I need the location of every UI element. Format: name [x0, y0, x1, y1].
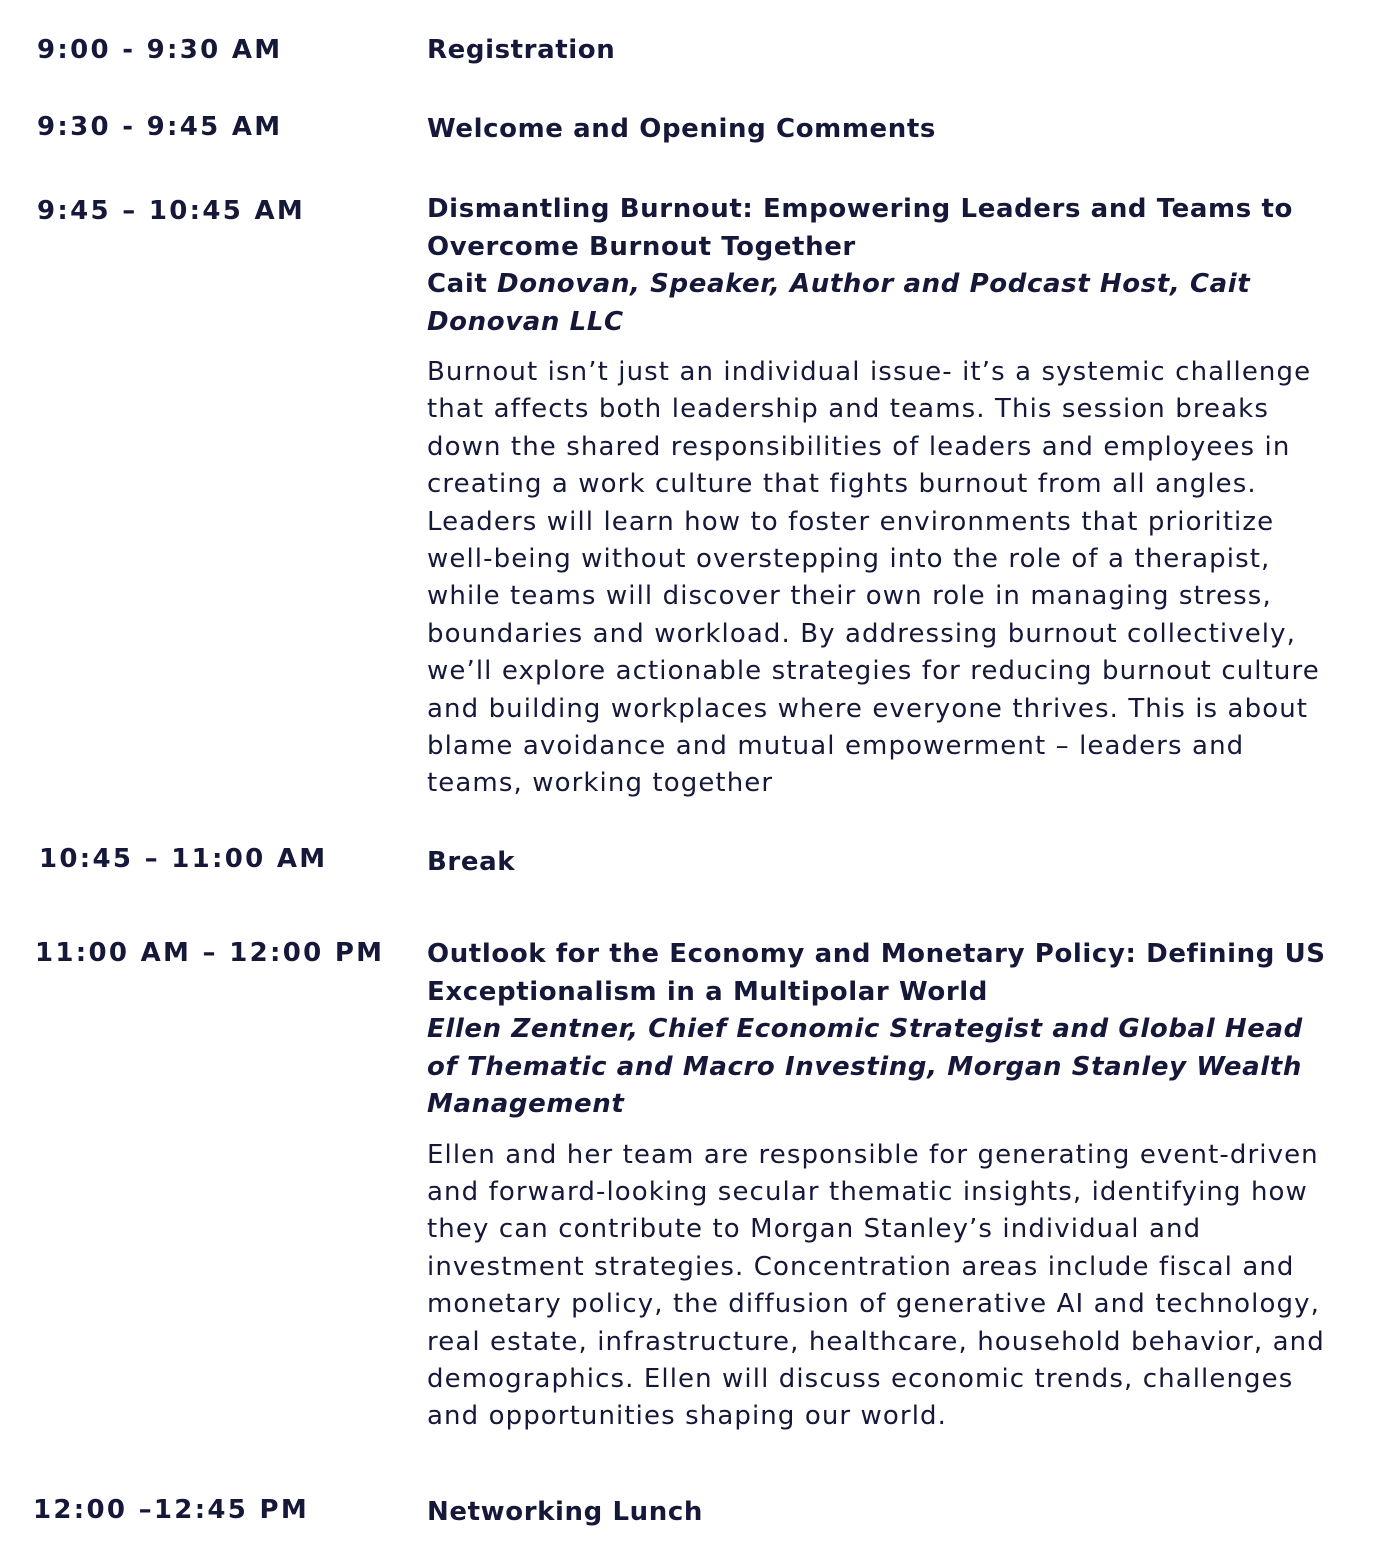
- agenda-item: [427, 936, 1342, 1436]
- speaker-first-name: Cait: [427, 269, 498, 299]
- session-title: Welcome and Opening Comments: [427, 114, 936, 144]
- agenda-item: [427, 111, 1342, 149]
- speaker-details: Donovan, Speaker, Author and Podcast Host, Cait Donovan LLC: [427, 269, 1251, 337]
- agenda-time: 12:00 –12:45 PM: [33, 1495, 310, 1525]
- session-title: Outlook for the Economy and Monetary Policy: Defining US Exceptionalism in a Multipolar World: [427, 939, 1326, 1007]
- session-speaker: Ellen Zentner, Chief Economic Strategist and Global Head of Thematic and Macro Investing, Morgan Stanley Wealth Management: [427, 1014, 1303, 1119]
- agenda-time: 9:30 - 9:45 AM: [37, 112, 283, 142]
- session-title: Networking Lunch: [427, 1497, 704, 1527]
- agenda-time: 9:45 – 10:45 AM: [37, 196, 306, 226]
- agenda-item: [427, 191, 1342, 803]
- session-description: Burnout isn’t just an individual issue- it’s a systemic challenge that affects both leadership and teams. This session breaks down the shared responsibilities of leaders and employees in creating a work culture that fights burnout from all angles. Leaders will learn how to foster environments that prioritize well-being without overstepping into the role of a therapist, while teams will discover their own role in managing stress, boundaries and workload. By addressing burnout collectively, we’ll explore actionable strategies for reducing burnout culture and building workplaces where everyone thrives. This is about blame avoidance and mutual empowerment – leaders and teams, working together: [427, 357, 1320, 799]
- agenda-item: [427, 844, 1342, 882]
- session-title: Registration: [427, 35, 616, 65]
- agenda-item: [427, 1494, 1342, 1532]
- agenda-time: 11:00 AM – 12:00 PM: [35, 938, 385, 968]
- session-speaker: [427, 266, 1342, 341]
- session-title: Break: [427, 847, 516, 877]
- session-description: Ellen and her team are responsible for generating event-driven and forward-looking secular thematic insights, identifying how they can contribute to Morgan Stanley’s individual and investment strategies. Concentration areas include fiscal and monetary policy, the diffusion of generative AI and technology, real estate, infrastructure, healthcare, household behavior, and demographics. Ellen will discuss economic trends, challenges and opportunities shaping our world.: [427, 1139, 1325, 1432]
- agenda-time: 10:45 – 11:00 AM: [39, 844, 328, 874]
- agenda-item: [427, 32, 1342, 70]
- session-title: Dismantling Burnout: Empowering Leaders and Teams to Overcome Burnout Together: [427, 194, 1293, 262]
- agenda-time: 9:00 - 9:30 AM: [37, 35, 283, 65]
